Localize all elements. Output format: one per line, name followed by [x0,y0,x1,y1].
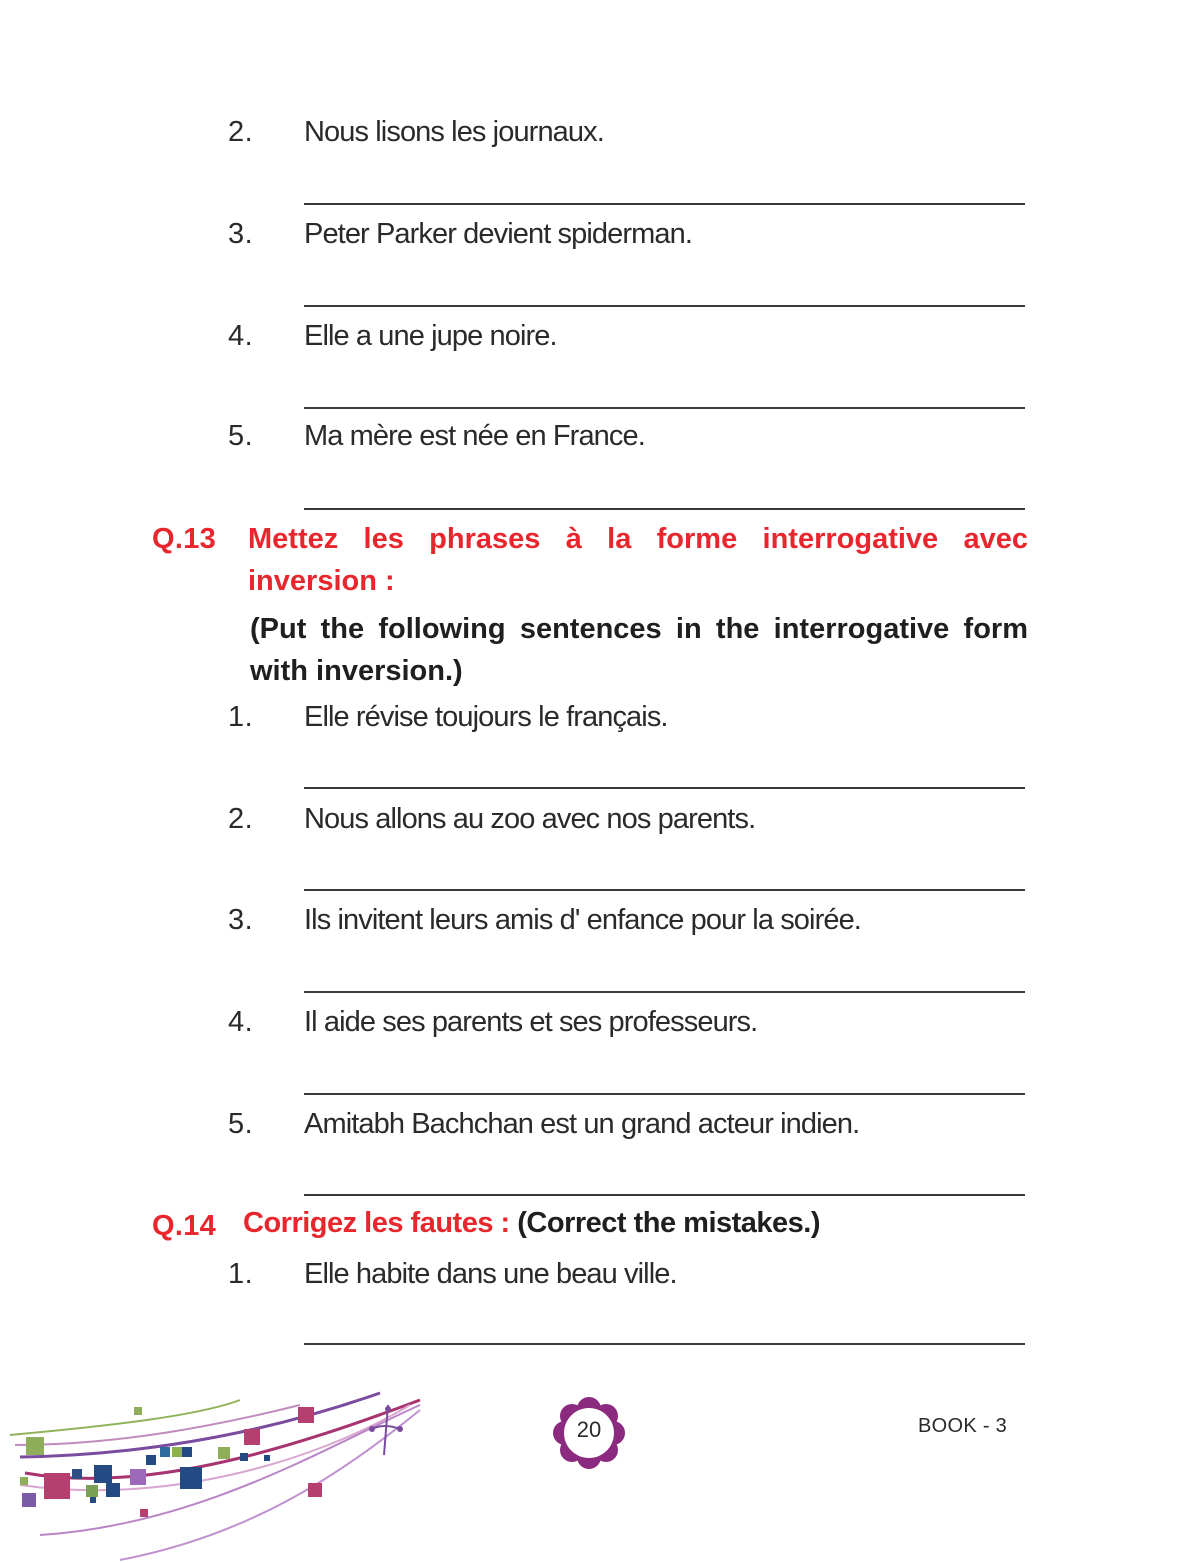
item-number: 3. [228,904,254,936]
question-13-heading-line1: Mettez les phrases à la forme interrogative avec [248,523,1028,555]
list-item [0,1258,1181,1298]
item-sentence: Elle révise toujours le français. [304,701,668,733]
question-13-heading-line2: inversion : [248,565,395,597]
book-label: BOOK - 3 [918,1415,1008,1437]
answer-line[interactable] [304,508,1025,510]
item-number: 2. [228,803,254,835]
list-item [0,420,1181,460]
deco-square [180,1467,202,1489]
deco-square [172,1447,182,1457]
list-item [0,904,1181,944]
deco-square [182,1447,192,1457]
deco-square [20,1477,28,1485]
deco-square [106,1483,120,1497]
deco-square [94,1465,112,1483]
deco-square [72,1469,82,1479]
deco-square [44,1473,70,1499]
deco-square [134,1407,142,1415]
answer-line[interactable] [304,305,1025,307]
flower-dot [385,1406,391,1412]
list-item [0,1006,1181,1046]
list-item [0,701,1181,741]
item-sentence: Peter Parker devient spiderman. [304,218,692,250]
item-sentence: Ma mère est née en France. [304,420,645,452]
deco-square [244,1429,260,1445]
item-number: 3. [228,218,254,250]
item-number: 1. [228,1258,254,1290]
item-sentence: Amitabh Bachchan est un grand acteur indien. [304,1108,860,1140]
question-13-subtitle: (Put the following sentences in the interrogative form with inversion.) [250,613,1028,687]
question-13-label: Q.13 [152,523,217,555]
deco-square [298,1407,314,1423]
question-14-label: Q.14 [152,1210,217,1242]
page-number: 20 [576,1417,602,1442]
deco-square [218,1447,230,1459]
deco-square [90,1497,96,1503]
answer-line[interactable] [304,787,1025,789]
item-sentence: Nous allons au zoo avec nos parents. [304,803,756,835]
list-item [0,218,1181,258]
answer-line[interactable] [304,889,1025,891]
item-number: 5. [228,1108,254,1140]
deco-square [130,1469,146,1485]
swirl-curve [10,1400,240,1435]
deco-square [264,1455,270,1461]
deco-square [160,1447,170,1457]
deco-square [146,1455,156,1465]
item-number: 1. [228,701,254,733]
deco-square [308,1483,322,1497]
answer-line[interactable] [304,1194,1025,1196]
item-sentence: Elle a une jupe noire. [304,320,557,352]
answer-line[interactable] [304,991,1025,993]
item-sentence: Elle habite dans une beau ville. [304,1258,677,1290]
answer-line[interactable] [304,407,1025,409]
question-14-heading-en: (Correct the mistakes.) [517,1207,821,1239]
deco-square [140,1509,148,1517]
list-item [0,803,1181,843]
decorative-swirl-art [0,1385,430,1563]
list-item [0,1108,1181,1148]
item-sentence: Il aide ses parents et ses professeurs. [304,1006,758,1038]
answer-line[interactable] [304,1093,1025,1095]
question-14-heading-fr: Corrigez les fautes : [243,1207,510,1239]
item-sentence: Nous lisons les journaux. [304,116,604,148]
answer-line[interactable] [304,203,1025,205]
item-number: 4. [228,1006,254,1038]
list-item [0,116,1181,156]
answer-line[interactable] [304,1343,1025,1345]
item-number: 5. [228,420,254,452]
item-number: 4. [228,320,254,352]
item-number: 2. [228,116,254,148]
deco-square [26,1437,44,1455]
list-item [0,320,1181,360]
question-14-heading [243,1207,820,1240]
deco-square [86,1485,98,1497]
deco-square [22,1493,36,1507]
deco-square [240,1453,248,1461]
swirl-curve [20,1393,380,1457]
item-sentence: Ils invitent leurs amis d' enfance pour la soirée. [304,904,861,936]
swirl-curve [25,1400,420,1478]
